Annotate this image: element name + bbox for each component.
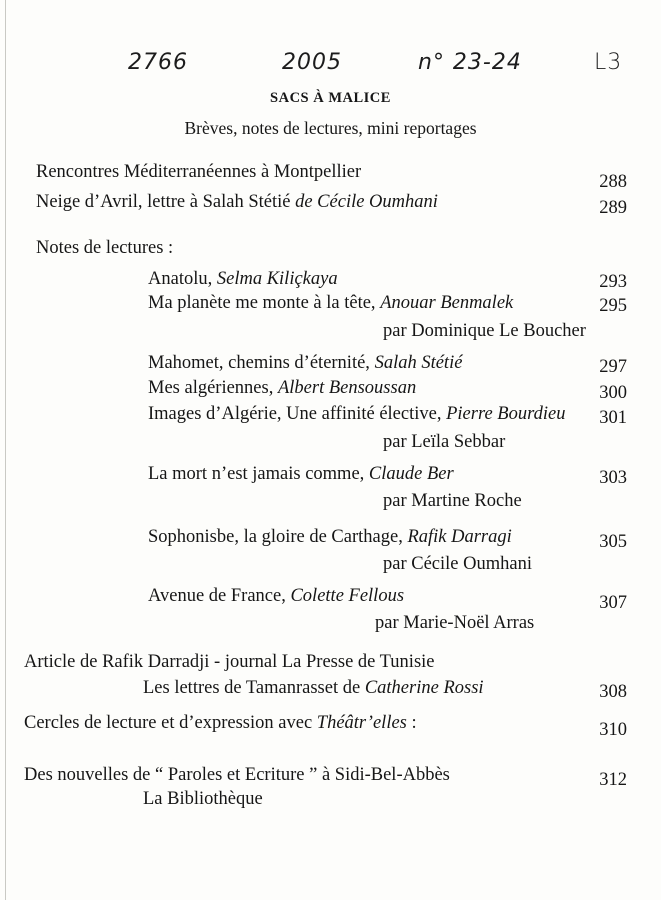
page-number: 293 [599,272,627,292]
page-number: 305 [599,532,627,552]
page-number: 288 [599,172,627,192]
toc-entry-bibliotheque: La Bibliothèque [143,789,263,809]
toc-entry-article: Article de Rafik Darradji - journal La Presse de Tunisie [24,652,435,672]
notes-heading: Notes de lectures : [36,238,174,258]
reviewer: par Martine Roche [383,491,522,511]
toc-entry-sophonisbe: Sophonisbe, la gloire de Carthage, Rafik Darragi [148,527,512,547]
toc-entry-mahomet: Mahomet, chemins d’éternité, Salah Stétié [148,353,463,373]
toc-entry-la-mort: La mort n’est jamais comme, Claude Ber [148,464,454,484]
page-number: 295 [599,296,627,316]
handwritten-issue: n° 23-24 [418,50,522,75]
toc-entry-mes-algeriennes: Mes algériennes, Albert Bensoussan [148,378,417,398]
page-number: 289 [599,198,627,218]
page-number: 307 [599,593,627,613]
toc-entry-avenue-de-france: Avenue de France, Colette Fellous [148,586,405,606]
toc-entry-cercles: Cercles de lecture et d’expression avec Théâtr’elles : [24,713,417,733]
page-number: 303 [599,468,627,488]
toc-entry-anatolu: Anatolu, Selma Kiliçkaya [148,269,338,289]
toc-entry-lettres-tamanrasset: Les lettres de Tamanrasset de Catherine Rossi [143,678,484,698]
toc-entry-neige: Neige d’Avril, lettre à Salah Stétié de Cécile Oumhani [36,192,438,212]
page-number: 312 [599,770,627,790]
toc-entry-ma-planete: Ma planète me monte à la tête, Anouar Benmalek [148,293,514,313]
reviewer: par Dominique Le Boucher [383,321,586,341]
handwritten-mark: L3 [594,50,623,75]
page-number: 297 [599,357,627,377]
section-subtitle: Brèves, notes de lectures, mini reportages [184,118,477,138]
handwritten-code: 2766 [128,50,188,75]
page-number: 310 [599,720,627,740]
page-number: 308 [599,682,627,702]
toc-entry-nouvelles: Des nouvelles de “ Paroles et Ecriture ” à Sidi-Bel-Abbès [24,765,450,785]
page-number: 301 [599,408,627,428]
page-number: 300 [599,383,627,403]
section-title: SACS À MALICE [270,90,391,106]
reviewer: par Cécile Oumhani [383,554,532,574]
toc-entry-rencontres: Rencontres Méditerranéennes à Montpellier [36,162,362,182]
toc-entry-images-algerie: Images d’Algérie, Une affinité élective, Pierre Bourdieu [148,404,566,424]
reviewer: par Marie-Noël Arras [375,613,535,633]
handwritten-year: 2005 [282,50,342,75]
reviewer: par Leïla Sebbar [383,432,506,452]
